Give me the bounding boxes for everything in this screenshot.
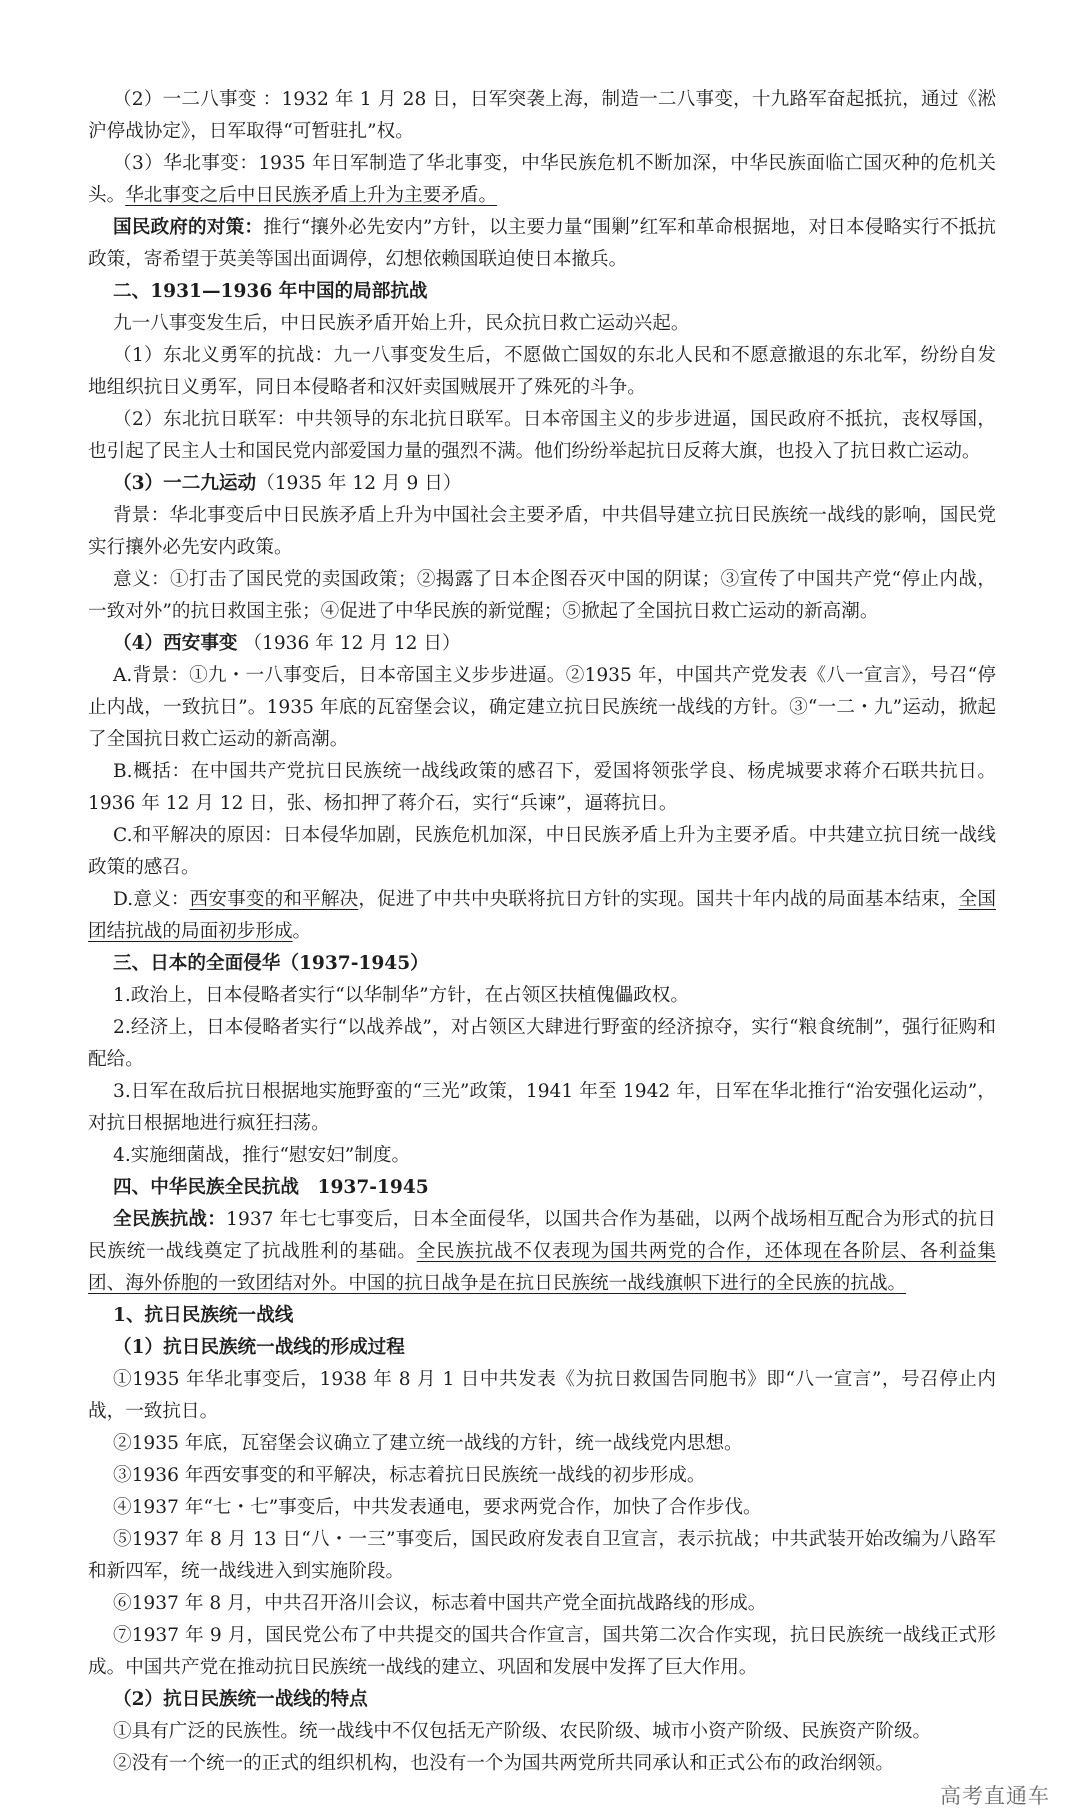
text-segment: ①1935 年华北事变后，1938 年 8 月 1 日中共发表《为抗日救国告同胞书》即“八一宣言”，号召停止内战，一致抗日。 <box>88 1369 996 1422</box>
text-segment: （3）华北事变：1935 年日军制造了华北事变，中华民族危机不断加深，中华民族面临亡国灭种的危机关头。 <box>88 153 996 206</box>
bold-text: 1、抗日民族统一战线 <box>113 1305 294 1326</box>
text-segment: ⑦1937 年 9 月，国民党公布了中共提交的国共合作宣言，国共第二次合作实现，抗日民族统一战线正式形成。中国共产党在推动抗日民族统一战线的建立、巩固和发展中发挥了巨大作用。 <box>88 1625 996 1678</box>
bold-text: 四、中华民族全民抗战 1937-1945 <box>113 1177 429 1198</box>
text-segment: ①具有广泛的民族性。统一战线中不仅包括无产阶级、农民阶级、城市小资产阶级、民族资产阶级。 <box>113 1721 932 1742</box>
text-segment: ④1937 年“七・七”事变后，中共发表通电，要求两党合作，加快了合作步伐。 <box>113 1497 762 1518</box>
paragraph <box>88 340 996 404</box>
text-segment: 推行“攘外必先安内”方针，以主要力量“围剿”红军和革命根据地，对日本侵略实行不抵抗政策，寄希望于英美等国出面调停，幻想依赖国联迫使日本撤兵。 <box>88 217 996 270</box>
paragraph <box>88 1748 996 1780</box>
paragraph <box>88 1588 996 1620</box>
bold-text: 全民族抗战： <box>113 1209 227 1230</box>
paragraph <box>88 148 996 212</box>
paragraph <box>88 404 996 468</box>
paragraph <box>88 500 996 564</box>
underlined-text: 华北事变之后中日民族矛盾上升为主要矛盾。 <box>125 185 498 206</box>
underlined-text: 西安事变的和平解决 <box>189 889 359 910</box>
text-segment: （2）东北抗日联军：中共领导的东北抗日联军。日本帝国主义的步步进逼，国民政府不抵抗，丧权辱国，也引起了民主人士和国民党内部爱国力量的强烈不满。他们纷纷举起抗日反蒋大旗，也投入了抗日救亡运动。 <box>88 409 996 462</box>
paragraph <box>88 948 996 980</box>
text-segment: 。 <box>292 921 312 942</box>
text-segment: 意义：①打击了国民党的卖国政策；②揭露了日本企图吞灭中国的阴谋；③宣传了中国共产党“停止内战，一致对外”的抗日救国主张；④促进了中华民族的新觉醒；⑤掀起了全国抗日救亡运动的新高潮。 <box>88 569 996 622</box>
paragraph <box>88 308 996 340</box>
paragraph <box>88 1684 996 1716</box>
bold-text: 三、日本的全面侵华（1937-1945） <box>113 953 429 974</box>
text-segment: ③1936 年西安事变的和平解决，标志着抗日民族统一战线的初步形成。 <box>113 1465 706 1486</box>
text-segment: D.意义： <box>113 889 190 910</box>
bold-text: 国民政府的对策： <box>113 217 264 238</box>
paragraph <box>88 1076 996 1140</box>
underlined-text: 全民族抗战不仅表现为国共两党的合作，还体现在各阶层、各利益集团、海外侨胞的一致团结对外。中国的抗日战争是在抗日民族统一战线旗帜下进行的全民族的抗战。 <box>88 1241 996 1294</box>
paragraph <box>88 1140 996 1172</box>
text-segment: C.和平解决的原因：日本侵华加剧，民族危机加深，中日民族矛盾上升为主要矛盾。中共建立抗日统一战线政策的感召。 <box>88 825 996 878</box>
paragraph <box>88 1364 996 1428</box>
text-segment: 九一八事变发生后，中日民族矛盾开始上升，民众抗日救亡运动兴起。 <box>113 313 690 334</box>
text-segment: 2.经济上，日本侵略者实行“以战养战”，对占领区大肆进行野蛮的经济掠夺，实行“粮食统制”，强行征购和配给。 <box>88 1017 996 1070</box>
text-segment: A.背景：①九・一八事变后，日本帝国主义步步进逼。②1935 年，中国共产党发表《八一宣言》，号召“停止内战，一致抗日”。1935 年底的瓦窑堡会议，确定建立抗日民族统一战线的方针。③“一二・九”运动，掀起了全国抗日救亡运动的新高潮。 <box>88 665 996 750</box>
watermark: 高考直通车 <box>940 1784 1050 1808</box>
paragraph <box>88 84 996 148</box>
text-segment: 背景：华北事变后中日民族矛盾上升为中国社会主要矛盾，中共倡导建立抗日民族统一战线的影响，国民党实行攘外必先安内政策。 <box>88 505 996 558</box>
text-segment: ⑤1937 年 8 月 13 日“八・一三”事变后，国民政府发表自卫宣言，表示抗战；中共武装开始改编为八路军和新四军，统一战线进入到实施阶段。 <box>88 1529 996 1582</box>
text-segment: ⑥1937 年 8 月，中共召开洛川会议，标志着中国共产党全面抗战路线的形成。 <box>113 1593 767 1614</box>
paragraph <box>88 468 996 500</box>
bold-text: （2）抗日民族统一战线的特点 <box>113 1689 368 1710</box>
text-segment: 4.实施细菌战，推行“慰安妇”制度。 <box>113 1145 411 1166</box>
paragraph <box>88 276 996 308</box>
text-segment: 1.政治上，日本侵略者实行“以华制华”方针，在占领区扶植傀儡政权。 <box>113 985 689 1006</box>
paragraph <box>88 980 996 1012</box>
paragraph <box>88 1460 996 1492</box>
paragraph <box>88 628 996 660</box>
paragraph <box>88 1428 996 1460</box>
bold-text: （3）一二九运动 <box>113 473 257 494</box>
paragraph <box>88 212 996 276</box>
paragraph <box>88 1620 996 1684</box>
text-segment: （1935 年 12 月 9 日） <box>256 473 462 494</box>
paragraph <box>88 756 996 820</box>
paragraph <box>88 1716 996 1748</box>
text-segment: ②没有一个统一的正式的组织机构，也没有一个为国共两党所共同承认和正式公布的政治纲领。 <box>113 1753 894 1774</box>
text-segment: （2）一二八事变 ：1932 年 1 月 28 日，日军突袭上海，制造一二八事变，十九路军奋起抵抗，通过《淞沪停战协定》，日军取得“可暂驻扎”权。 <box>88 89 996 142</box>
paragraph <box>88 820 996 884</box>
bold-text: （1）抗日民族统一战线的形成过程 <box>113 1337 405 1358</box>
text-segment: 3.日军在敌后抗日根据地实施野蛮的“三光”政策，1941 年至 1942 年，日军在华北推行“治安强化运动”，对抗日根据地进行疯狂扫荡。 <box>88 1081 996 1134</box>
paragraph <box>88 1300 996 1332</box>
paragraph <box>88 660 996 756</box>
underlined-text: 全国团结抗战的局面初步形成 <box>88 889 996 942</box>
text-segment: 1937 年七七事变后，日本全面侵华，以国共合作为基础，以两个战场相互配合为形式的抗日民族统一战线奠定了抗战胜利的基础。 <box>88 1209 996 1262</box>
paragraph <box>88 1172 996 1204</box>
text-segment: （1936 年 12 月 12 日） <box>237 633 461 654</box>
document-body <box>88 84 1050 1810</box>
text-segment: B.概括：在中国共产党抗日民族统一战线政策的感召下，爱国将领张学良、杨虎城要求蒋介石联共抗日。1936 年 12 月 12 日，张、杨扣押了蒋介石，实行“兵谏”，逼蒋抗日。 <box>88 761 996 814</box>
paragraph <box>88 1012 996 1076</box>
bold-text: （4）西安事变 <box>113 633 238 654</box>
paragraph <box>88 1492 996 1524</box>
paragraph <box>88 1524 996 1588</box>
text-segment: ，促进了中共中央联将抗日方针的实现。国共十年内战的局面基本结束， <box>358 889 959 910</box>
paragraph <box>88 884 996 948</box>
text-segment: （1）东北义勇军的抗战：九一八事变发生后，不愿做亡国奴的东北人民和不愿意撤退的东北军，纷纷自发地组织抗日义勇军，同日本侵略者和汉奸卖国贼展开了殊死的斗争。 <box>88 345 996 398</box>
bold-text: 二、1931—1936 年中国的局部抗战 <box>113 281 428 302</box>
text-segment: ②1935 年底，瓦窑堡会议确立了建立统一战线的方针，统一战线党内思想。 <box>113 1433 743 1454</box>
paragraph <box>88 1204 996 1300</box>
paragraph <box>88 1332 996 1364</box>
paragraph <box>88 564 996 628</box>
